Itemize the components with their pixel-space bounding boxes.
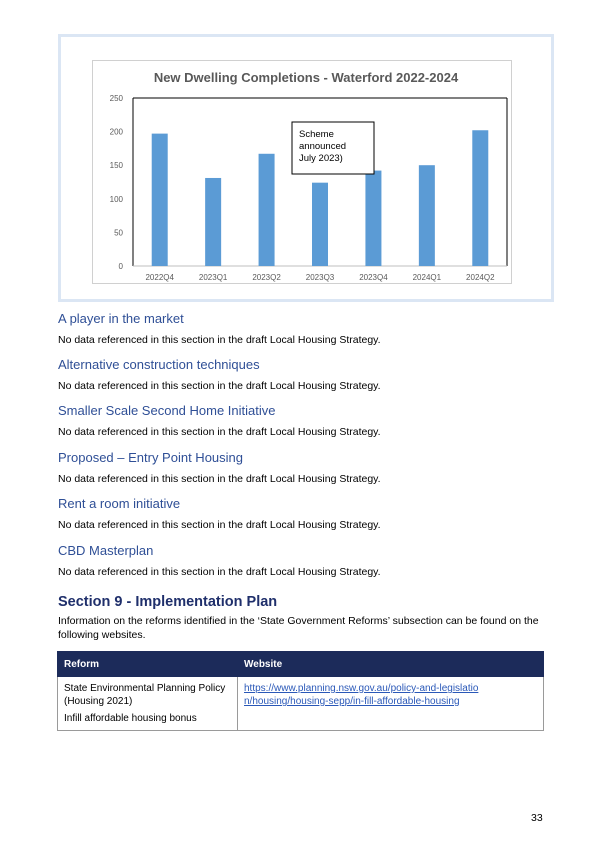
annotation-line-2: announced [299,141,347,152]
heading-alternative-construction: Alternative construction techniques [58,357,260,372]
reform-cell [58,677,238,731]
x-tick-label-2022Q4: 2022Q4 [145,273,174,282]
reform-website-link[interactable]: https://www.planning.nsw.gov.au/policy-and-legislation/housing/housing-sepp/in-fill-affordable-housing [244,683,479,707]
annotation-line-3: July 2023) [299,153,343,164]
header-website: Website [238,652,544,677]
table-row [58,677,544,731]
x-tick-label-2023Q3: 2023Q3 [305,273,335,282]
y-tick-label-100: 100 [109,194,123,204]
x-tick-label-2024Q2: 2024Q2 [466,273,495,282]
bar-2023Q4 [365,171,381,266]
paragraph-alternative-construction: No data referenced in this section in the draft Local Housing Strategy. [58,380,381,392]
header-reform: Reform [58,652,238,677]
paragraph-second-home: No data referenced in this section in the draft Local Housing Strategy. [58,426,381,438]
heading-rent-a-room: Rent a room initiative [58,496,181,511]
y-tick-label-150: 150 [109,161,123,171]
section-9-title: Section 9 - Implementation Plan [58,594,278,610]
paragraph-entry-point: No data referenced in this section in the draft Local Housing Strategy. [58,473,381,485]
heading-player-market: A player in the market [58,311,184,326]
table-header-row [58,652,544,677]
paragraph-cbd-masterplan: No data referenced in this section in the draft Local Housing Strategy. [58,566,381,578]
y-tick-label-50: 50 [114,228,123,238]
reform-detail: Infill affordable housing bonus [64,713,197,724]
heading-second-home: Smaller Scale Second Home Initiative [58,403,276,418]
section-9-intro: Information on the reforms identified in the ‘State Government Reforms’ subsection can be found on the following websites. [58,615,539,641]
heading-cbd-masterplan: CBD Masterplan [58,543,154,558]
bar-2024Q1 [419,165,435,266]
x-tick-label-2023Q1: 2023Q1 [198,273,228,282]
heading-entry-point: Proposed – Entry Point Housing [58,450,243,465]
annotation-line-1: Scheme [299,129,334,140]
bar-2023Q1 [205,178,221,266]
bar-2022Q4 [152,134,168,266]
paragraph-rent-a-room: No data referenced in this section in the draft Local Housing Strategy. [58,519,381,531]
chart-title: New Dwelling Completions - Waterford 2022-2024 [153,70,459,85]
dwelling-completions-chart [92,60,512,284]
page-number: 33 [531,812,543,824]
website-cell [238,677,544,731]
bar-2024Q2 [472,130,488,266]
paragraph-player-market: No data referenced in this section in the draft Local Housing Strategy. [58,334,381,346]
x-tick-label-2024Q1: 2024Q1 [412,273,442,282]
y-tick-label-250: 250 [109,94,123,103]
bar-2023Q3 [312,183,328,266]
y-tick-label-0: 0 [118,262,123,271]
reform-name: State Environmental Planning Policy (Housing 2021) [64,683,226,707]
reform-table [57,651,544,731]
x-tick-label-2023Q2: 2023Q2 [252,273,281,282]
bar-2023Q2 [259,154,275,266]
y-tick-label-200: 200 [109,127,123,137]
x-tick-label-2023Q4: 2023Q4 [359,273,388,282]
